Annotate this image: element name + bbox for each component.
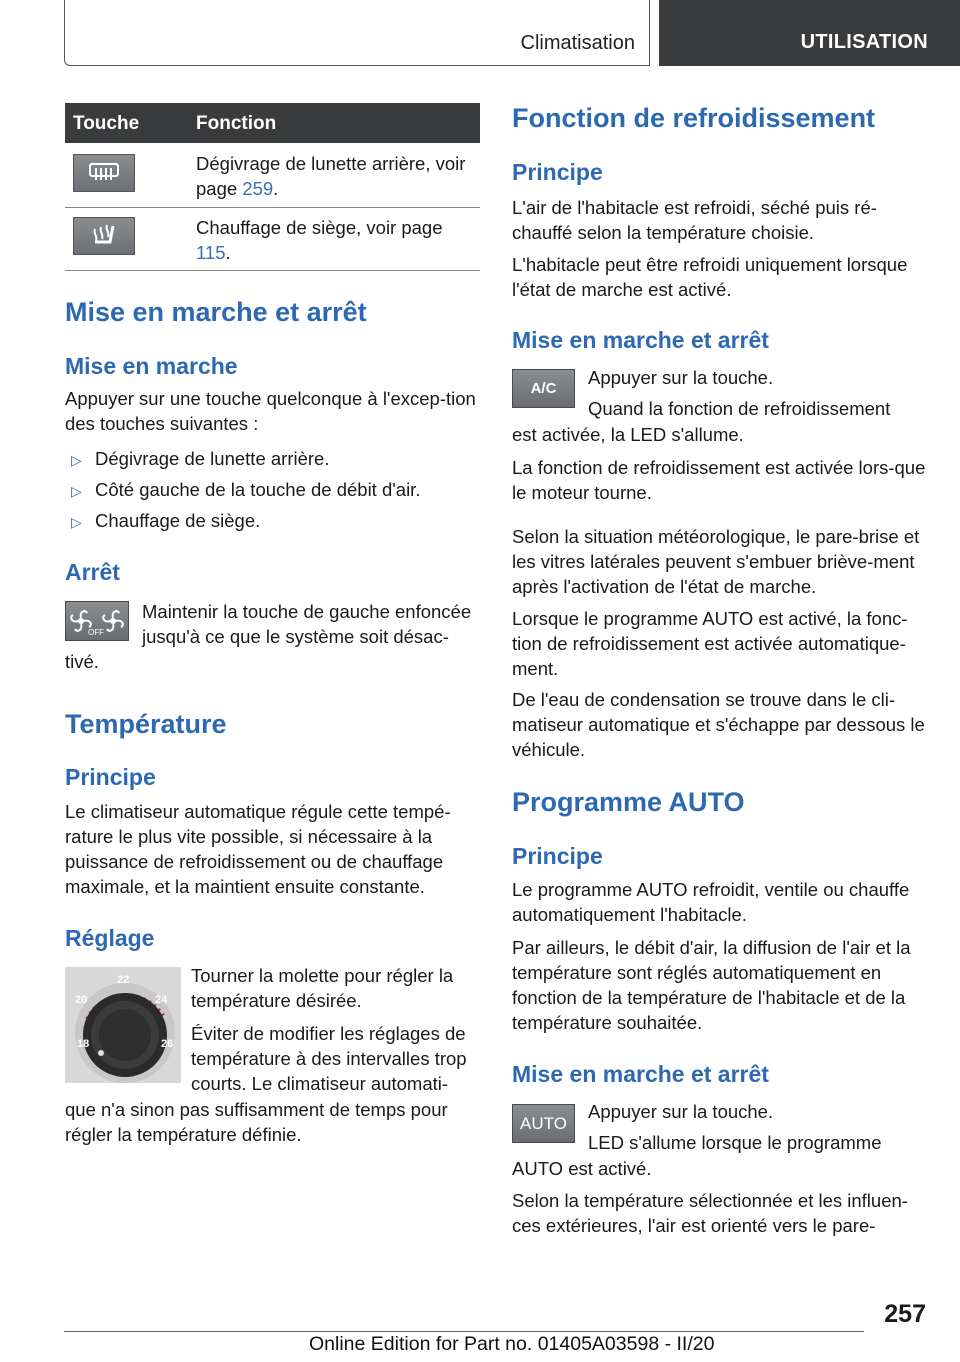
cooling-text-5: Lorsque le programme AUTO est activé, la fonc-tion de refroidissement est activée automatique-ment.	[512, 608, 908, 679]
table-cell-text: Chauffage de siège, voir page 115.	[196, 217, 443, 263]
auto-text-3: Selon la température sélectionnée et les influen-ces extérieures, l'air est orienté vers le pare-	[512, 1190, 908, 1236]
dial-label: 26	[161, 1038, 174, 1050]
table-header	[65, 103, 480, 143]
switch-on-text: Appuyer sur une touche quelconque à l'excep-tion des touches suivantes :	[65, 388, 476, 434]
header-frame	[64, 0, 650, 66]
ac-text-1: Appuyer sur la touche.	[588, 367, 774, 388]
off-text-end: tivé.	[65, 651, 99, 672]
heading-switch-on: Mise en marche	[65, 353, 238, 379]
table-header-function: Fonction	[196, 113, 277, 134]
auto-text-1: Le programme AUTO refroidit, ventile ou chauffe automatiquement l'habitacle.	[512, 879, 910, 925]
page-link[interactable]: 259	[242, 178, 274, 199]
heading-auto-program: Programme AUTO	[512, 787, 745, 817]
page-link[interactable]: 115	[196, 242, 226, 263]
auto-key-text-2: LED s'allume lorsque le programme	[588, 1132, 882, 1153]
heading-on-off: Mise en marche et arrêt	[512, 1061, 769, 1087]
setting-text-end: que n'a sinon pas suffisamment de temps pour régler la température définie.	[65, 1099, 448, 1145]
cooling-text-3: La fonction de refroidissement est activée lors-que le moteur tourne.	[512, 457, 926, 503]
fan-off-key-icon	[65, 601, 129, 641]
setting-text-2: Éviter de modifier les réglages de température à des intervalles trop courts. Le climatiseur automati-	[191, 1023, 467, 1094]
heading-off: Arrêt	[65, 559, 120, 585]
auto-key-text-2-end: AUTO est activé.	[512, 1158, 652, 1179]
footer-divider	[64, 1331, 864, 1332]
cooling-text-6: De l'eau de condensation se trouve dans le cli-matiseur automatique et s'échappe par dessous le véhicule.	[512, 689, 925, 760]
dial-label: 18	[77, 1038, 90, 1050]
dial-label: 22	[117, 974, 130, 986]
heading-principle: Principe	[512, 159, 603, 185]
auto-key-text-1: Appuyer sur la touche.	[588, 1101, 774, 1122]
setting-text-1: Tourner la molette pour régler la température désirée.	[191, 965, 454, 1011]
page-number: 257	[884, 1300, 926, 1328]
chapter-title: UTILISATION	[800, 31, 928, 53]
table-row	[65, 143, 480, 208]
dial-label: 20	[75, 994, 88, 1006]
heading-on-off: Mise en marche et arrêt	[65, 297, 367, 327]
off-label: OFF	[88, 628, 104, 637]
heading-temperature: Température	[65, 709, 227, 739]
heading-principle: Principe	[512, 843, 603, 869]
ac-text-2: Quand la fonction de refroidissement	[588, 398, 891, 419]
table-cell-text: Dégivrage de lunette arrière, voir page 259.	[196, 153, 466, 199]
seat-heating-icon	[73, 217, 135, 255]
bullet-triangle-icon: ▷	[71, 483, 82, 499]
heading-cooling: Fonction de refroidissement	[512, 103, 876, 133]
bullet-triangle-icon: ▷	[71, 514, 82, 530]
bullet-triangle-icon: ▷	[71, 452, 82, 468]
rear-window-defrost-icon	[73, 154, 135, 192]
temperature-text: Le climatiseur automatique régule cette tempé-rature le plus vite possible, si nécessaire à la puissance de refroidissement ou de chauffage maximale, et la maintient ensuite constante.	[65, 801, 451, 897]
section-title: Climatisation	[520, 32, 635, 54]
dial-label: 24	[155, 994, 168, 1006]
auto-key-icon: AUTO	[512, 1104, 575, 1143]
heading-principle: Principe	[65, 764, 156, 790]
ac-key-icon: A/C	[512, 369, 575, 408]
list-item: ▷ Dégivrage de lunette arrière.	[65, 446, 480, 471]
table-header-key: Touche	[73, 113, 140, 134]
cooling-text-1: L'air de l'habitacle est refroidi, séché puis ré-chauffé selon la température choisie.	[512, 197, 877, 243]
heading-on-off: Mise en marche et arrêt	[512, 327, 769, 353]
auto-text-2: Par ailleurs, le débit d'air, la diffusion de l'air et la température sont réglés automatiquement en fonction de la température de l'habitacle et de la température souhaitée.	[512, 937, 911, 1033]
list-item: ▷ Côté gauche de la touche de débit d'air.	[65, 477, 480, 502]
temperature-dial-image	[65, 967, 181, 1083]
off-text: Maintenir la touche de gauche enfoncée jusqu'à ce que le système soit désac-	[142, 601, 472, 647]
footer-edition: Online Edition for Part no. 01405A03598 - II/20	[309, 1333, 715, 1355]
ac-text-2-end: est activée, la LED s'allume.	[512, 424, 744, 445]
cooling-text-4: Selon la situation météorologique, le pare-brise et les vitres latérales peuvent s'embuer briève-ment après l'activation de l'état de marche.	[512, 526, 920, 597]
heading-setting: Réglage	[65, 925, 155, 951]
cooling-text-2: L'habitacle peut être refroidi uniquement lorsque l'état de marche est activé.	[512, 254, 908, 300]
chapter-tab	[659, 0, 960, 66]
table-row	[65, 208, 480, 271]
list-item: ▷ Chauffage de siège.	[65, 508, 480, 533]
